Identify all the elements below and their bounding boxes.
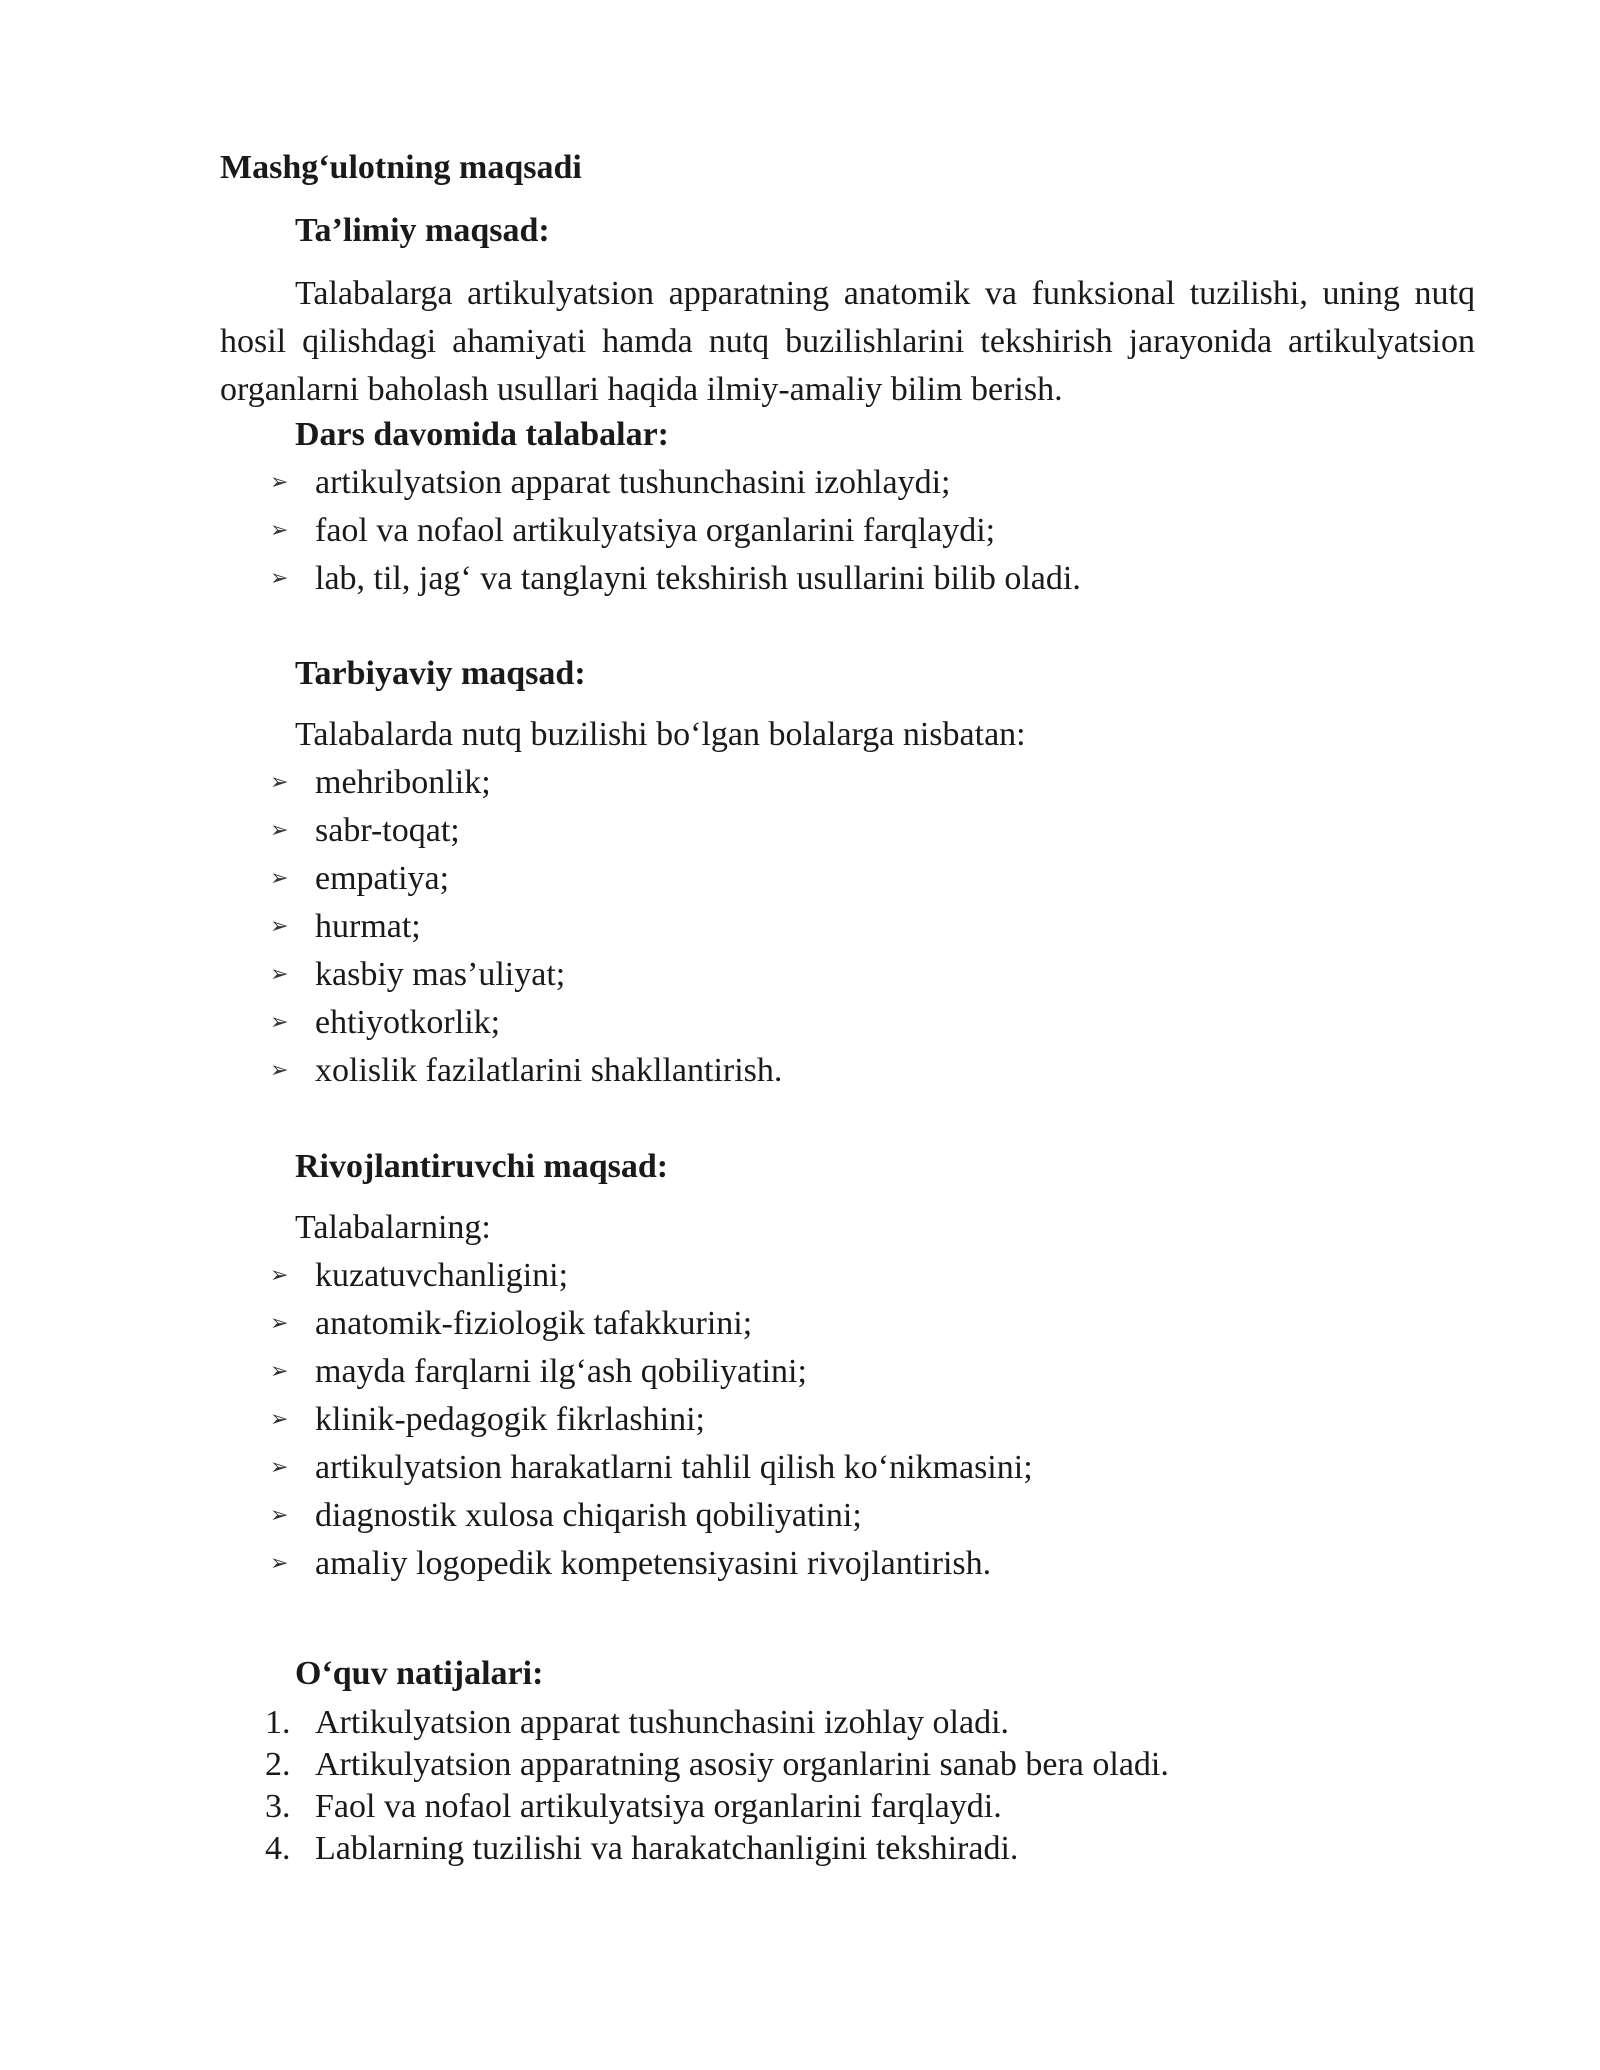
arrowhead-bullet-icon: ➢ bbox=[270, 566, 289, 591]
list-item: 2. Artikulyatsion apparatning asosiy organlarini sanab bera oladi. bbox=[265, 1746, 1169, 1783]
arrowhead-bullet-icon: ➢ bbox=[270, 1455, 289, 1480]
arrowhead-bullet-icon: ➢ bbox=[270, 866, 289, 891]
talimiy-list bbox=[265, 459, 1081, 603]
tarbiyaviy-list bbox=[265, 759, 782, 1095]
rivojlantiruvchi-intro: Talabalarning: bbox=[295, 1209, 491, 1246]
list-item: ➢ kasbiy mas’uliyat; bbox=[265, 951, 782, 999]
list-item: ➢ klinik-pedagogik fikrlashini; bbox=[265, 1396, 1033, 1444]
arrowhead-bullet-icon: ➢ bbox=[270, 1263, 289, 1288]
list-item: ➢ sabr-toqat; bbox=[265, 807, 782, 855]
arrowhead-bullet-icon: ➢ bbox=[270, 962, 289, 987]
list-item: ➢ kuzatuvchanligini; bbox=[265, 1252, 1033, 1300]
list-item: 4. Lablarning tuzilishi va harakatchanligini tekshiradi. bbox=[265, 1830, 1019, 1867]
arrowhead-bullet-icon: ➢ bbox=[270, 1058, 289, 1083]
list-item: ➢ diagnostik xulosa chiqarish qobiliyatini; bbox=[265, 1492, 1033, 1540]
list-item: ➢ empatiya; bbox=[265, 855, 782, 903]
arrowhead-bullet-icon: ➢ bbox=[270, 914, 289, 939]
rivojlantiruvchi-heading: Rivojlantiruvchi maqsad: bbox=[295, 1148, 669, 1185]
list-item: ➢ amaliy logopedik kompetensiyasini rivojlantirish. bbox=[265, 1540, 1033, 1588]
list-item: ➢ ehtiyotkorlik; bbox=[265, 999, 782, 1047]
rivojlantiruvchi-list bbox=[265, 1252, 1033, 1588]
talimiy-heading: Ta’limiy maqsad: bbox=[295, 212, 550, 249]
list-item: ➢ mayda farqlarni ilg‘ash qobiliyatini; bbox=[265, 1348, 1033, 1396]
list-item: 1. Artikulyatsion apparat tushunchasini izohlay oladi. bbox=[265, 1704, 1010, 1741]
arrowhead-bullet-icon: ➢ bbox=[270, 1311, 289, 1336]
list-item: ➢ artikulyatsion apparat tushunchasini izohlaydi; bbox=[265, 459, 1081, 507]
natijalar-list bbox=[265, 1702, 1169, 1870]
arrowhead-bullet-icon: ➢ bbox=[270, 1551, 289, 1576]
arrowhead-bullet-icon: ➢ bbox=[270, 1407, 289, 1432]
list-item: ➢ faol va nofaol artikulyatsiya organlarini farqlaydi; bbox=[265, 507, 1081, 555]
list-item: ➢ artikulyatsion harakatlarni tahlil qilish ko‘nikmasini; bbox=[265, 1444, 1033, 1492]
list-item: 3. Faol va nofaol artikulyatsiya organlarini farqlaydi. bbox=[265, 1788, 1002, 1825]
arrowhead-bullet-icon: ➢ bbox=[270, 1503, 289, 1528]
arrowhead-bullet-icon: ➢ bbox=[270, 1010, 289, 1035]
arrowhead-bullet-icon: ➢ bbox=[270, 518, 289, 543]
list-item: ➢ xolislik fazilatlarini shakllantirish. bbox=[265, 1047, 782, 1095]
list-item: ➢ anatomik-fiziologik tafakkurini; bbox=[265, 1300, 1033, 1348]
tarbiyaviy-heading: Tarbiyaviy maqsad: bbox=[295, 655, 586, 692]
talimiy-paragraph: Talabalarga artikulyatsion apparatning anatomik va funksional tuzilishi, uning nutq hosil qilishdagi ahamiyati hamda nutq buzilishlarini tekshirish jarayonida artikulyatsion organlarni baholash usullari haqida ilmiy-amaliy bilim berish. bbox=[220, 275, 1475, 408]
arrowhead-bullet-icon: ➢ bbox=[270, 770, 289, 795]
arrowhead-bullet-icon: ➢ bbox=[270, 1359, 289, 1384]
arrowhead-bullet-icon: ➢ bbox=[270, 818, 289, 843]
list-item: ➢ hurmat; bbox=[265, 903, 782, 951]
page-title: Mashg‘ulotning maqsadi bbox=[220, 149, 582, 186]
arrowhead-bullet-icon: ➢ bbox=[270, 470, 289, 495]
list-item: ➢ lab, til, jag‘ va tanglayni tekshirish usullarini bilib oladi. bbox=[265, 555, 1081, 603]
natijalar-heading: O‘quv natijalari: bbox=[295, 1655, 544, 1692]
tarbiyaviy-intro: Talabalarda nutq buzilishi bo‘lgan bolalarga nisbatan: bbox=[295, 716, 1026, 753]
list-item: ➢ mehribonlik; bbox=[265, 759, 782, 807]
talimiy-subheading: Dars davomida talabalar: bbox=[295, 416, 669, 453]
